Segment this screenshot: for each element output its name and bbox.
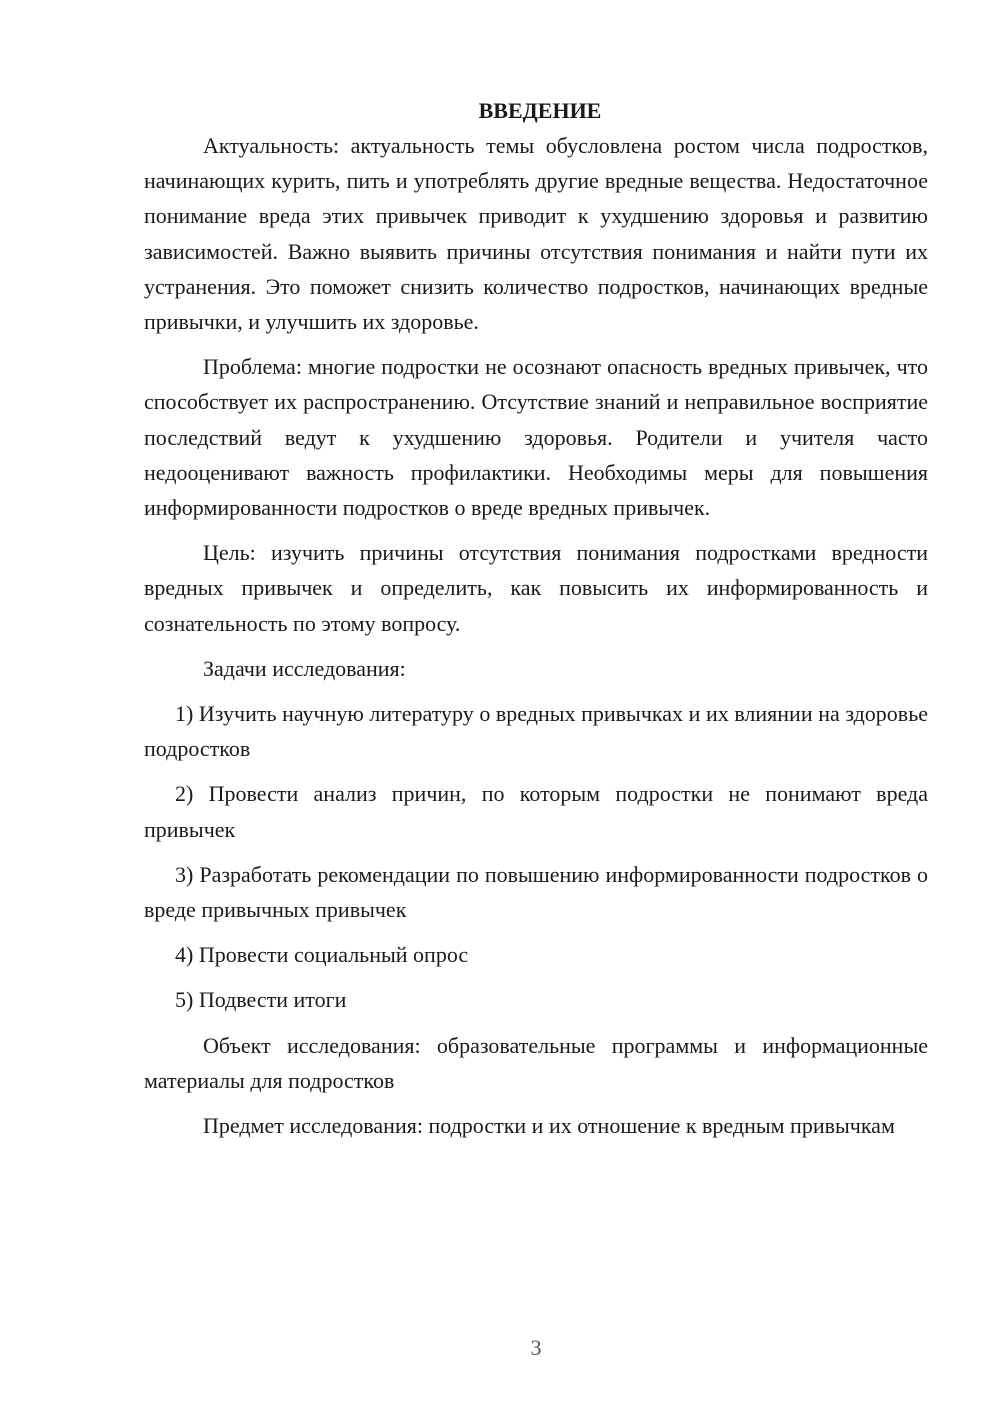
page-content (144, 93, 928, 1153)
page-number: 3 (530, 1335, 542, 1360)
paragraph-goal: Цель: изучить причины отсутствия понимания подростками вредности вредных привычек и определить, как повысить их информированность и сознательность по этому вопросу. (144, 540, 928, 636)
paragraph-subject: Предмет исследования: подростки и их отношение к вредным привычкам (203, 1113, 895, 1139)
task-item: 2) Провести анализ причин, по которым подростки не понимают вреда привычек (144, 781, 928, 842)
paragraph-relevance: Актуальность: актуальность темы обусловлена ростом числа подростков, начинающих курить, пить и употреблять другие вредные вещества. Недостаточное понимание вреда этих привычек приводит к ухудшению здоровья и развитию зависимостей. Важно выявить причины отсутствия понимания и найти пути их устранения. Это поможет снизить количество подростков, начинающих вредные привычки, и улучшить их здоровье. (144, 133, 928, 335)
section-heading: ВВЕДЕНИЕ (478, 98, 602, 123)
paragraph-object: Объект исследования: образовательные программы и информационные материалы для подростков (144, 1032, 928, 1093)
task-item: 5) Подвести итоги (175, 987, 347, 1013)
paragraph-tasks-heading: Задачи исследования: (203, 655, 406, 681)
task-item: 4) Провести социальный опрос (175, 942, 469, 968)
task-item: 3) Разработать рекомендации по повышению информированности подростков о вреде привычных привычек (144, 861, 928, 923)
paragraph-problem: Проблема: многие подростки не осознают опасность вредных привычек, что способствует их распространению. Отсутствие знаний и неправильное восприятие последствий ведут к ухудшению здоровья. Родители и учителя часто недооценивают важность профилактики. Необходимы меры для повышения информированности подростков о вреде вредных привычек. (144, 354, 928, 521)
task-item: 1) Изучить научную литературу о вредных привычках и их влиянии на здоровье подростков (144, 701, 928, 762)
